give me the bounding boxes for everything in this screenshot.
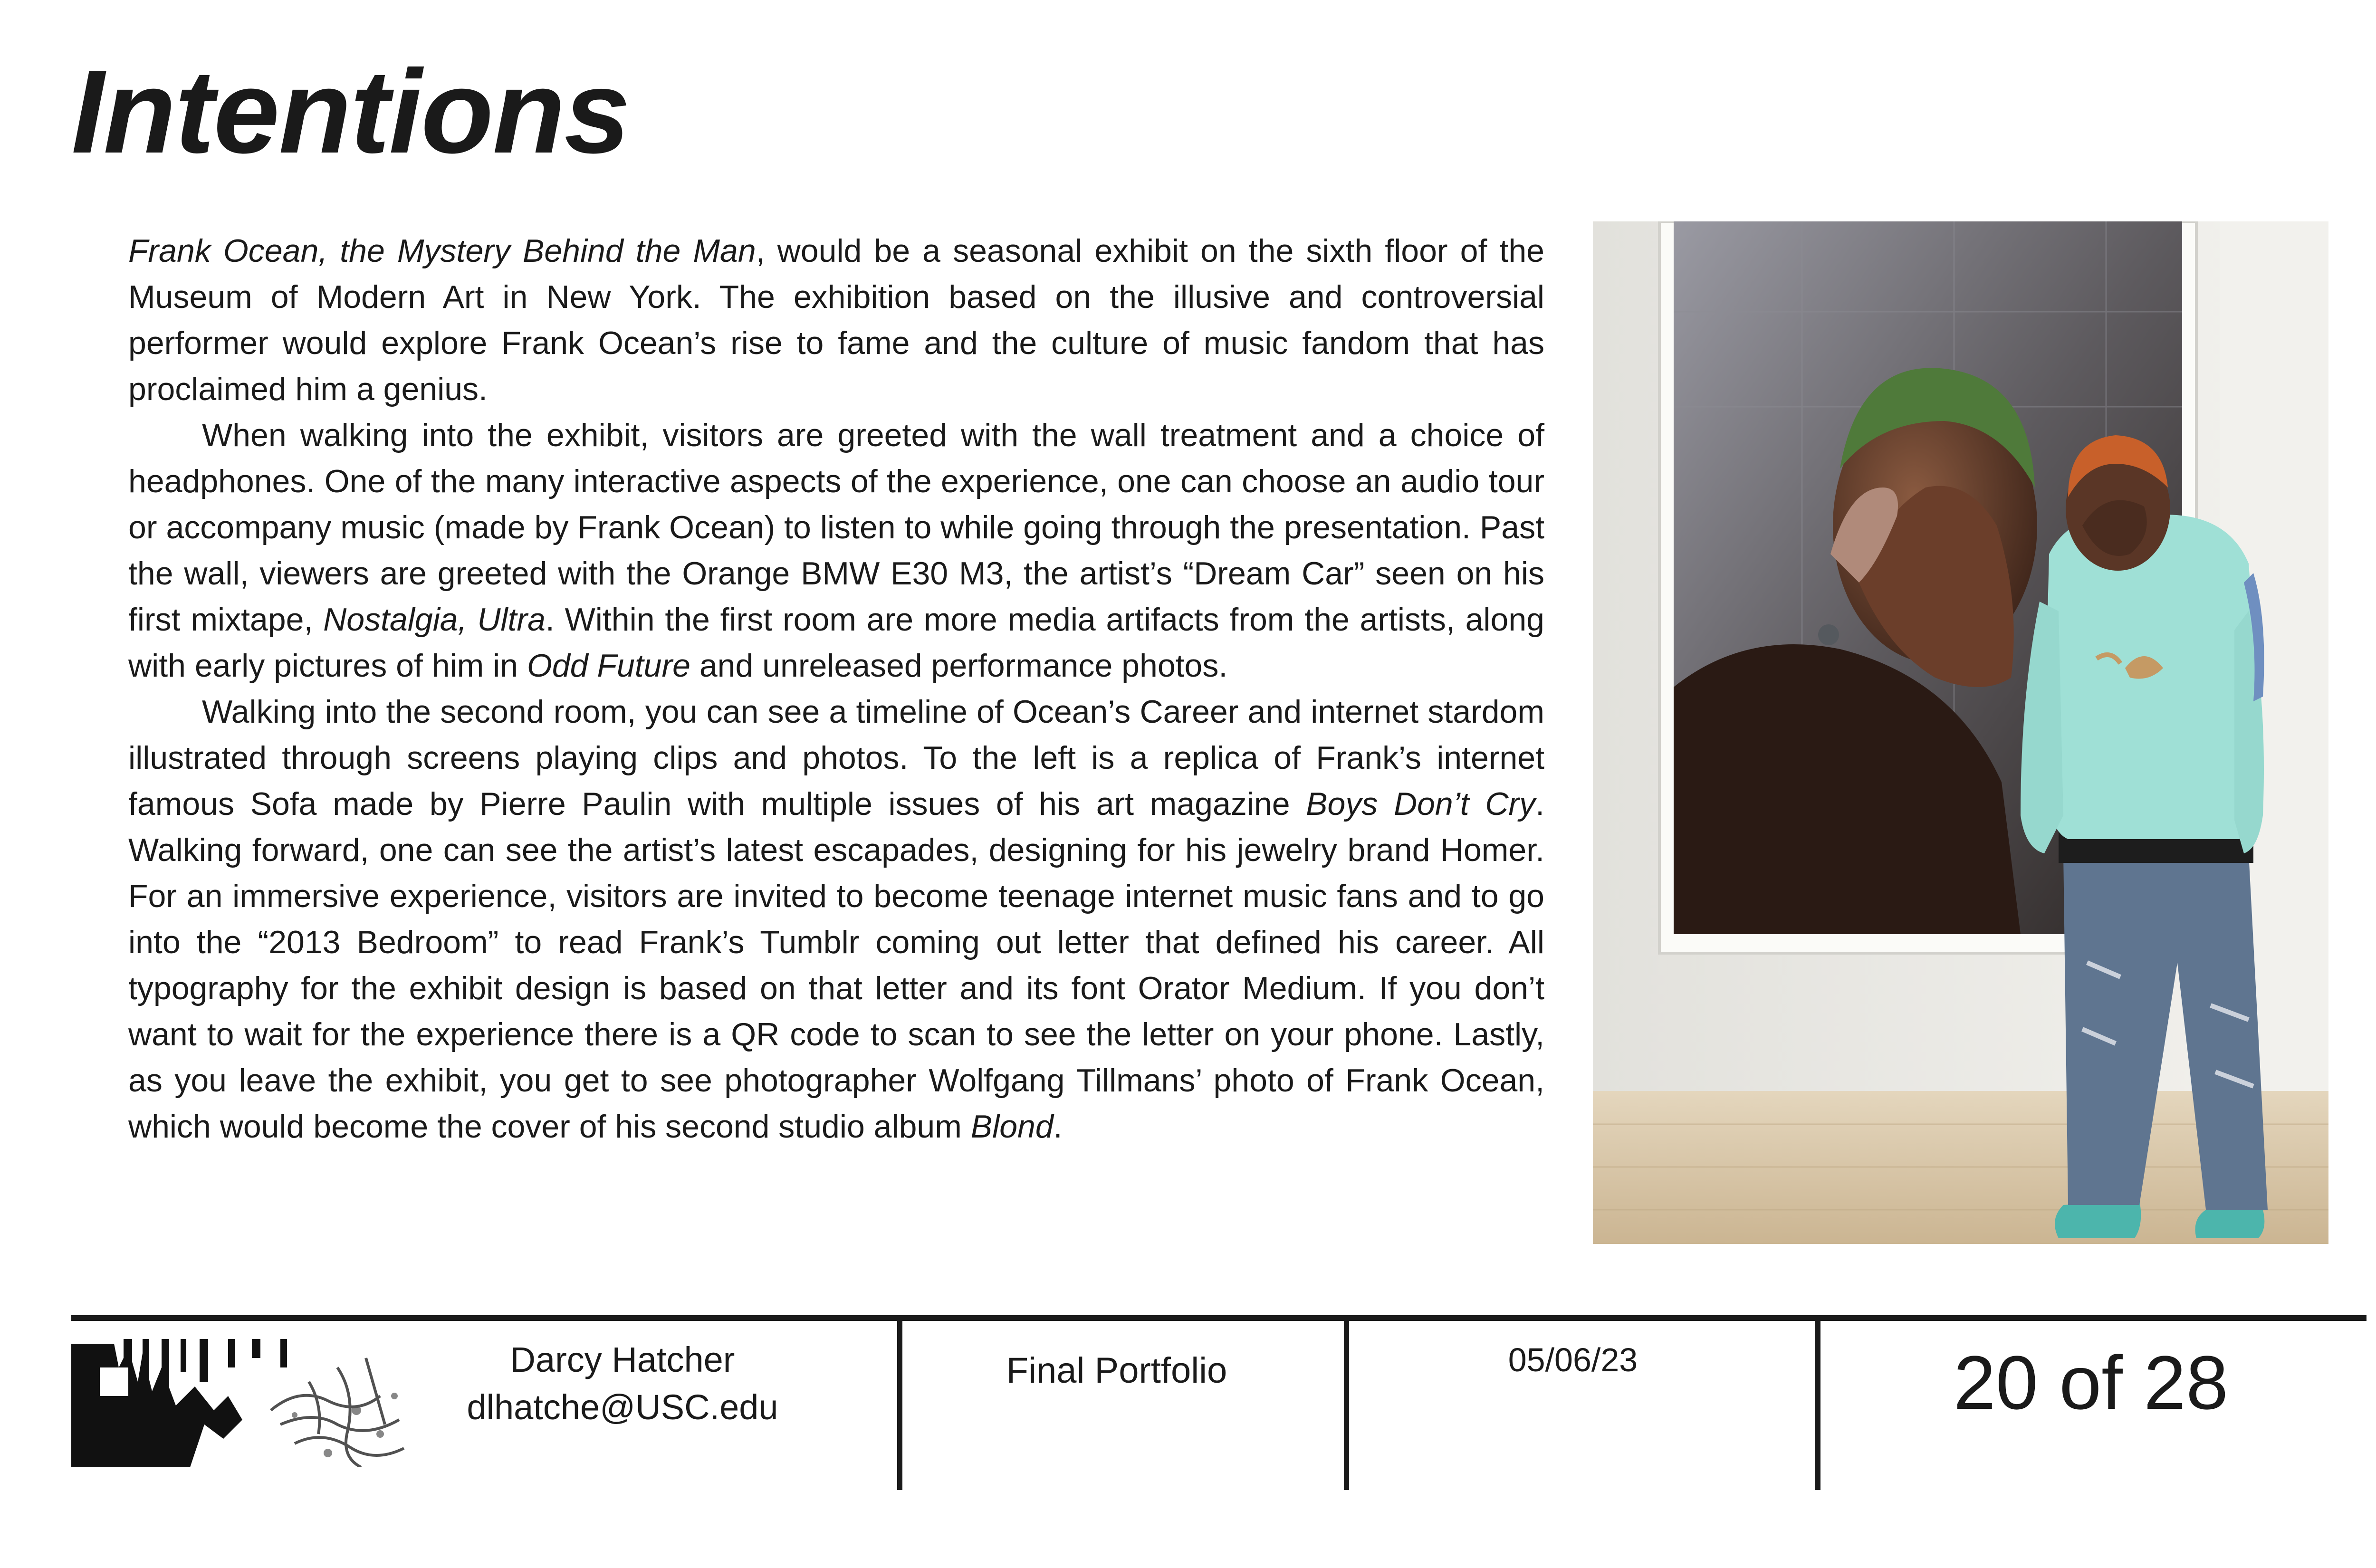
page-number: 20 of 28	[1953, 1340, 2229, 1425]
project-label: Final Portfolio	[1006, 1350, 1227, 1391]
footer-logo	[71, 1339, 409, 1467]
paragraph-1: Frank Ocean, the Mystery Behind the Man, would be a seasonal exhibit on the sixth floor of the Museum of Modern Art in New York. The exhibition based on the illusive and controversial performer would explore Frank Ocean’s rise to fame and the culture of music fandom that has proclaimed him a genius.	[128, 233, 1544, 407]
paragraph-2: When walking into the exhibit, visitors are greeted with the wall treatment and a choice of headphones. One of the many interactive aspects of the experience, one can choose an audio tour or accompany music (made by Frank Ocean) to listen to while going through the presentation. Past the wall, viewers are greeted with the Orange BMW E30 M3, the artist’s “Dream Car” seen on his first mixtape, Nostalgia, Ultra. Within the first room are more media artifacts from the artists, along with early pictures of him in Odd Future and unreleased performance photos.	[128, 417, 1544, 684]
paragraph-3: Walking into the second room, you can see a timeline of Ocean’s Career and internet stardom illustrated through screens playing clips and photos. To the left is a replica of Frank’s internet famous Sofa made by Pierre Paulin with multiple issues of his art magazine Boys Don’t Cry. Walking forward, one can see the artist’s latest escapades, designing for his jewelry brand Homer. For an immersive experience, visitors are invited to become teenage internet music fans and to go into the “2013 Bedroom” to read Frank’s Tumblr coming out letter that defined his career. All typography for the exhibit design is based on that letter and its font Orator Medium. If you don’t want to wait for the experience there is a QR code to scan to see the letter on your phone. Lastly, as you leave the exhibit, you get to see photographer Wolfgang Tillmans’ photo of Frank Ocean, which would become the cover of his second studio album Blond.	[128, 694, 1544, 1145]
author-name: Darcy Hatcher	[510, 1340, 735, 1379]
exhibit-title: Frank Ocean, the Mystery Behind the Man	[128, 233, 756, 269]
footer-divider	[897, 1319, 902, 1490]
exhibit-photo	[1593, 221, 2328, 1244]
date-label: 05/06/23	[1508, 1341, 1638, 1378]
author-email: dlhatche@USC.edu	[467, 1387, 778, 1427]
footer-rule	[71, 1315, 2366, 1321]
page-title: Intentions	[71, 45, 630, 178]
body-text	[128, 228, 1544, 1150]
